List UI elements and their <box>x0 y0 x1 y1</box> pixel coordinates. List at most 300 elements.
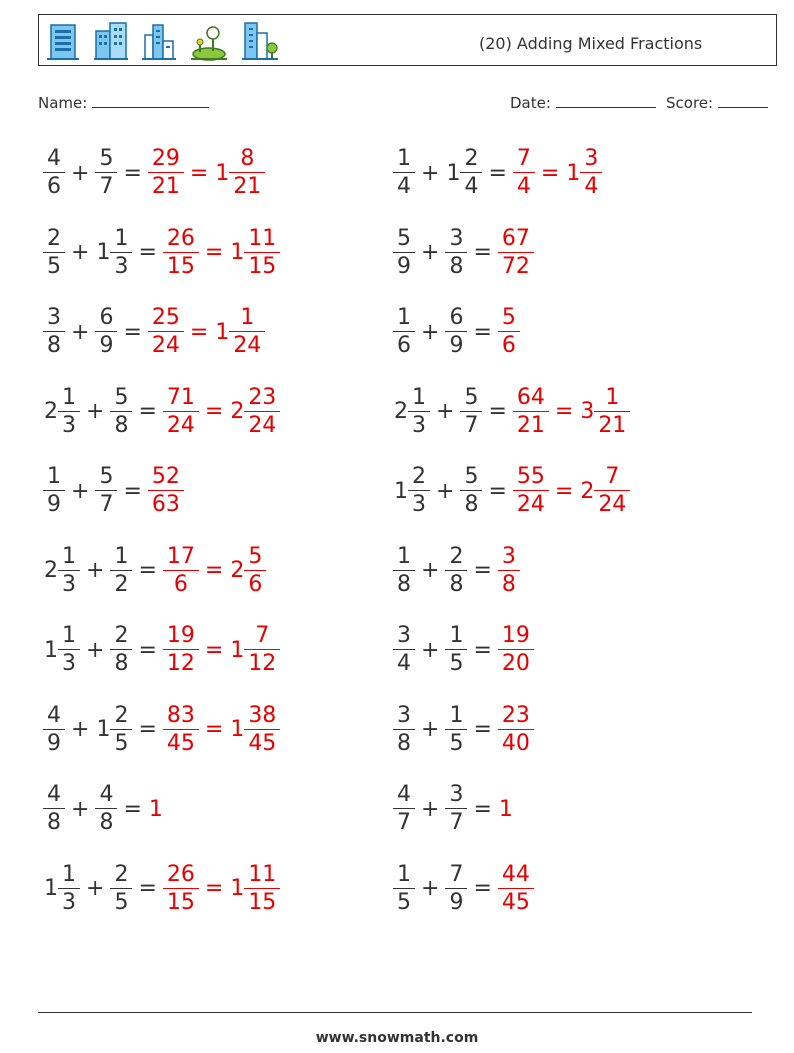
answer-numerator: 17 <box>166 543 195 569</box>
answer <box>164 384 279 438</box>
mixed-answer-denominator: 24 <box>594 490 630 516</box>
addend-a-denominator: 3 <box>58 888 80 914</box>
answer-equals-sign: = <box>204 240 224 265</box>
addend-b-denominator: 8 <box>445 252 467 278</box>
problem-item <box>44 536 265 606</box>
addend-a-denominator: 8 <box>43 808 65 834</box>
answer-numerator: 26 <box>166 861 195 887</box>
mixed-answer-fraction <box>246 625 278 675</box>
equals-sign: = <box>473 796 492 822</box>
equals-sign: = <box>488 399 507 424</box>
mixed-answer-denominator: 24 <box>229 331 265 357</box>
addend-b-fraction <box>447 307 465 357</box>
score-field[interactable] <box>666 93 768 112</box>
addend-a-numerator: 1 <box>62 623 76 648</box>
answer-denominator: 24 <box>148 331 184 357</box>
addend-b-fraction <box>97 307 115 357</box>
answer <box>499 797 513 822</box>
mixed-answer-fraction <box>246 225 278 279</box>
addend-a-denominator: 7 <box>393 808 415 834</box>
addend-b-fraction <box>447 861 465 915</box>
answer-whole: 1 <box>498 796 513 822</box>
addend-a-numerator: 1 <box>412 384 426 410</box>
equals-sign: = <box>138 399 157 424</box>
answer <box>149 148 264 198</box>
mixed-answer-whole: 1 <box>230 240 245 265</box>
plus-sign: + <box>71 796 90 822</box>
answer-denominator: 24 <box>513 490 549 516</box>
addend-a-whole: 1 <box>44 637 58 663</box>
addend-a-denominator: 3 <box>408 490 430 516</box>
problem-item <box>394 615 533 685</box>
addend-a-fraction <box>410 384 428 438</box>
problem-expression <box>44 615 279 685</box>
answer-fraction <box>500 702 532 756</box>
addend-b-numerator: 1 <box>114 543 129 569</box>
addend-b-numerator: 5 <box>99 464 114 489</box>
plus-sign: + <box>436 399 455 424</box>
answer-equals-sign: = <box>204 717 224 742</box>
addend-a-numerator: 4 <box>47 146 61 171</box>
plus-sign: + <box>86 558 105 583</box>
addend-b-whole: 1 <box>96 240 111 265</box>
addend-a-denominator: 9 <box>393 252 415 278</box>
mixed-answer-denominator: 21 <box>229 172 265 198</box>
equals-sign: = <box>473 240 492 265</box>
addend-a-fraction <box>45 148 63 198</box>
addend-b-numerator: 2 <box>114 861 129 887</box>
problem-item <box>394 774 513 844</box>
mixed-answer-whole: 2 <box>230 558 245 583</box>
answer-numerator: 67 <box>501 225 530 251</box>
addend-b-denominator: 7 <box>95 490 117 516</box>
equals-sign: = <box>473 558 492 583</box>
answer <box>499 307 519 357</box>
plus-sign: + <box>421 637 440 663</box>
equals-sign: = <box>473 637 492 663</box>
problem-expression <box>44 218 279 288</box>
mixed-answer-fraction <box>596 384 628 438</box>
answer-denominator: 24 <box>163 411 199 437</box>
addend-a-numerator: 1 <box>62 543 76 569</box>
addend-b-fraction <box>97 784 115 834</box>
problem-item <box>44 297 264 367</box>
mixed-answer-numerator: 7 <box>605 464 620 489</box>
plus-sign: + <box>86 876 105 901</box>
equals-sign: = <box>138 876 157 901</box>
problem-expression <box>44 854 279 924</box>
addend-b-numerator: 2 <box>449 543 464 569</box>
mixed-answer-numerator: 8 <box>240 146 255 171</box>
answer-numerator: 71 <box>166 384 195 410</box>
header-icons <box>45 21 279 61</box>
score-blank[interactable] <box>718 93 768 108</box>
addend-b-denominator: 8 <box>110 411 132 437</box>
addend-a-denominator: 6 <box>43 172 65 198</box>
addend-a-numerator: 4 <box>47 782 61 807</box>
problem-expression <box>394 456 629 526</box>
problem-item <box>44 774 163 844</box>
mixed-answer-fraction <box>231 148 263 198</box>
date-blank[interactable] <box>556 93 656 108</box>
plus-sign: + <box>71 160 90 186</box>
addend-a-numerator: 2 <box>47 225 61 251</box>
addend-b-whole: 1 <box>96 717 111 742</box>
addend-b-numerator: 6 <box>99 305 114 330</box>
addend-b-numerator: 7 <box>449 861 464 887</box>
problem-expression <box>44 536 265 606</box>
office-building-icon <box>45 21 81 61</box>
addend-b-denominator: 7 <box>445 808 467 834</box>
addend-b-denominator: 3 <box>110 252 132 278</box>
addend-b-numerator: 3 <box>449 782 464 807</box>
problem-item <box>44 138 264 208</box>
answer-numerator: 29 <box>151 146 180 171</box>
problem-item <box>44 695 279 765</box>
problem-expression <box>394 138 601 208</box>
addend-a-denominator: 3 <box>58 411 80 437</box>
equals-sign: = <box>123 160 142 186</box>
addend-b-denominator: 5 <box>445 649 467 675</box>
addend-b-denominator: 9 <box>445 888 467 914</box>
answer-numerator: 26 <box>166 225 195 251</box>
mixed-answer-denominator: 15 <box>244 888 280 914</box>
problem-expression <box>44 377 279 447</box>
addend-a-whole: 2 <box>394 399 408 424</box>
answer-numerator: 55 <box>516 464 545 489</box>
mixed-answer-denominator: 12 <box>244 649 280 675</box>
answer <box>149 466 183 516</box>
answer-numerator: 19 <box>166 623 195 648</box>
addend-b-denominator: 7 <box>460 411 482 437</box>
addend-b-denominator: 8 <box>445 570 467 596</box>
problem-expression <box>44 695 279 765</box>
answer-fraction <box>515 148 533 198</box>
addend-a-numerator: 1 <box>62 384 76 410</box>
plus-sign: + <box>71 478 90 504</box>
addend-a-fraction <box>60 543 78 597</box>
answer-numerator: 52 <box>151 464 180 489</box>
mixed-answer-fraction <box>596 466 628 516</box>
problem-item <box>44 615 279 685</box>
footer-divider <box>38 1012 752 1013</box>
problem-item <box>44 218 279 288</box>
problem-item <box>44 377 279 447</box>
footer-url: www.snowmath.com <box>315 1030 479 1046</box>
addend-a-numerator: 4 <box>397 782 411 807</box>
equals-sign: = <box>138 240 157 265</box>
mixed-answer-numerator: 1 <box>240 305 255 330</box>
answer-denominator: 63 <box>148 490 184 516</box>
addend-a-fraction <box>60 861 78 915</box>
mixed-answer-whole: 1 <box>566 160 581 186</box>
answer-denominator: 21 <box>148 172 184 198</box>
worksheet-title: (20) Adding Mixed Fractions <box>479 34 703 53</box>
addend-a-whole: 1 <box>394 478 408 504</box>
problem-expression <box>394 695 533 765</box>
problem-item <box>44 456 183 526</box>
addend-b-denominator: 9 <box>95 331 117 357</box>
answer-denominator: 45 <box>498 888 534 914</box>
city-skyline-icon <box>141 21 177 61</box>
addend-b-fraction <box>447 702 465 756</box>
addend-b-fraction <box>112 543 130 597</box>
answer <box>164 861 279 915</box>
mixed-answer-fraction <box>582 148 600 198</box>
addend-b-numerator: 6 <box>449 305 464 330</box>
addend-a-denominator: 5 <box>393 888 415 914</box>
addend-b-numerator: 2 <box>114 702 129 728</box>
addend-a-denominator: 4 <box>393 172 415 198</box>
date-label: Date: <box>510 94 551 112</box>
addend-b-denominator: 8 <box>110 649 132 675</box>
mixed-answer-numerator: 5 <box>248 543 263 569</box>
addend-b-numerator: 1 <box>114 225 129 251</box>
problem-item <box>44 854 279 924</box>
addend-b-denominator: 9 <box>445 331 467 357</box>
addend-b-numerator: 2 <box>114 623 129 648</box>
mixed-answer-fraction <box>231 307 263 357</box>
equals-sign: = <box>473 319 492 345</box>
addend-b-numerator: 4 <box>99 782 114 807</box>
mixed-answer-whole: 2 <box>580 478 595 504</box>
name-label: Name: <box>38 94 88 112</box>
answer <box>164 702 279 756</box>
addend-a-fraction <box>60 625 78 675</box>
addend-a-denominator: 3 <box>58 649 80 675</box>
answer-fraction <box>165 861 197 915</box>
problem-expression <box>394 615 533 685</box>
mixed-answer-numerator: 38 <box>248 702 277 728</box>
mixed-answer-numerator: 11 <box>248 861 277 887</box>
score-label: Score: <box>666 94 714 112</box>
plus-sign: + <box>71 717 90 742</box>
mixed-answer-numerator: 23 <box>248 384 277 410</box>
addend-a-numerator: 3 <box>397 623 411 648</box>
addend-b-denominator: 7 <box>95 172 117 198</box>
addend-a-fraction <box>410 466 428 516</box>
addend-a-numerator: 1 <box>47 464 61 489</box>
equals-sign: = <box>473 717 492 742</box>
addend-a-denominator: 5 <box>43 252 65 278</box>
name-blank[interactable] <box>92 93 209 108</box>
addend-b-fraction <box>97 466 115 516</box>
mixed-answer-numerator: 3 <box>584 146 599 171</box>
mixed-answer-whole: 1 <box>215 319 230 345</box>
answer-fraction <box>515 466 547 516</box>
answer <box>499 225 533 279</box>
addend-a-numerator: 1 <box>397 543 411 569</box>
answer-denominator: 6 <box>498 331 520 357</box>
plus-sign: + <box>421 796 440 822</box>
problem-expression <box>44 456 183 526</box>
addend-b-fraction <box>97 148 115 198</box>
addend-b-fraction <box>462 148 480 198</box>
answer-denominator: 20 <box>498 649 534 675</box>
problem-item <box>394 695 533 765</box>
addend-a-numerator: 1 <box>397 305 411 330</box>
answer-equals-sign: = <box>554 478 574 504</box>
name-field[interactable] <box>38 93 209 112</box>
answer-fraction <box>150 148 182 198</box>
answer-fraction <box>500 625 532 675</box>
answer <box>499 702 533 756</box>
plus-sign: + <box>71 240 90 265</box>
addend-a-denominator: 8 <box>393 729 415 755</box>
answer-equals-sign: = <box>189 319 209 345</box>
answer-fraction <box>165 225 197 279</box>
worksheet-header <box>38 14 777 66</box>
answer-equals-sign: = <box>204 876 224 901</box>
answer <box>514 466 629 516</box>
addend-a-fraction <box>395 861 413 915</box>
addend-b-numerator: 5 <box>464 464 479 489</box>
answer-fraction <box>165 384 197 438</box>
addend-b-denominator: 8 <box>460 490 482 516</box>
addend-a-fraction <box>395 225 413 279</box>
plus-sign: + <box>421 717 440 742</box>
addend-a-whole: 1 <box>44 876 58 901</box>
plus-sign: + <box>421 319 440 345</box>
plus-sign: + <box>421 876 440 901</box>
equals-sign: = <box>138 558 157 583</box>
answer <box>149 797 163 822</box>
answer-denominator: 12 <box>163 649 199 675</box>
mixed-answer-whole: 1 <box>230 637 245 663</box>
addend-b-denominator: 5 <box>110 888 132 914</box>
problem-expression <box>394 854 533 924</box>
addend-a-numerator: 3 <box>47 305 61 330</box>
equals-sign: = <box>488 478 507 504</box>
answer-denominator: 6 <box>163 570 199 596</box>
addend-a-numerator: 3 <box>397 702 411 728</box>
addend-a-fraction <box>395 625 413 675</box>
addend-b-fraction <box>447 225 465 279</box>
addend-a-numerator: 5 <box>397 225 411 251</box>
answer-denominator: 15 <box>163 252 199 278</box>
problem-item <box>394 536 519 606</box>
addend-a-denominator: 8 <box>393 570 415 596</box>
addend-a-denominator: 4 <box>393 649 415 675</box>
problem-item <box>394 138 601 208</box>
addend-a-fraction <box>45 466 63 516</box>
mixed-answer-whole: 1 <box>230 876 245 901</box>
addend-a-fraction <box>395 784 413 834</box>
answer <box>514 384 629 438</box>
addend-a-fraction <box>45 307 63 357</box>
answer-denominator: 15 <box>163 888 199 914</box>
addend-a-denominator: 6 <box>393 331 415 357</box>
answer-equals-sign: = <box>540 160 560 186</box>
mixed-answer-whole: 2 <box>230 399 245 424</box>
equals-sign: = <box>123 478 142 504</box>
answer-numerator: 7 <box>516 146 531 171</box>
answer <box>164 225 279 279</box>
answer-numerator: 25 <box>151 305 180 330</box>
equals-sign: = <box>473 876 492 901</box>
plus-sign: + <box>421 160 440 186</box>
answer-fraction <box>150 466 182 516</box>
mixed-answer-denominator: 24 <box>244 411 280 437</box>
answer <box>514 148 601 198</box>
addend-b-whole: 1 <box>446 160 461 186</box>
answer-equals-sign: = <box>554 399 574 424</box>
problem-expression <box>44 297 264 367</box>
addend-b-numerator: 3 <box>449 225 464 251</box>
mixed-answer-whole: 1 <box>215 160 230 186</box>
answer-numerator: 19 <box>501 623 530 648</box>
answer-equals-sign: = <box>204 558 224 583</box>
addend-a-denominator: 8 <box>43 331 65 357</box>
mixed-answer-denominator: 6 <box>244 570 266 596</box>
addend-a-fraction <box>395 148 413 198</box>
plus-sign: + <box>86 637 105 663</box>
addend-b-fraction <box>112 225 130 279</box>
problem-item <box>394 297 519 367</box>
addend-b-fraction <box>447 784 465 834</box>
addend-b-fraction <box>447 543 465 597</box>
addend-b-fraction <box>112 861 130 915</box>
problem-item <box>394 377 629 447</box>
addend-b-numerator: 5 <box>99 146 114 171</box>
mixed-answer-whole: 1 <box>230 717 245 742</box>
answer-denominator: 40 <box>498 729 534 755</box>
addend-b-numerator: 5 <box>464 384 479 410</box>
mixed-answer-fraction <box>246 543 264 597</box>
mixed-answer-denominator: 21 <box>594 411 630 437</box>
answer-numerator: 44 <box>501 861 530 887</box>
answer-denominator: 4 <box>513 172 535 198</box>
addend-a-numerator: 1 <box>397 146 411 171</box>
addend-a-denominator: 3 <box>58 570 80 596</box>
addend-b-numerator: 5 <box>114 384 129 410</box>
answer-fraction <box>500 543 518 597</box>
date-field[interactable] <box>510 93 656 112</box>
answer-denominator: 8 <box>498 570 520 596</box>
mixed-answer-fraction <box>246 384 278 438</box>
answer-fraction <box>500 307 518 357</box>
mixed-answer-numerator: 1 <box>605 384 620 410</box>
addend-a-numerator: 1 <box>62 861 76 887</box>
addend-a-fraction <box>395 702 413 756</box>
answer <box>164 543 265 597</box>
answer <box>499 543 519 597</box>
addend-b-numerator: 2 <box>464 146 479 171</box>
addend-a-denominator: 3 <box>408 411 430 437</box>
mixed-answer-denominator: 45 <box>244 729 280 755</box>
plus-sign: + <box>436 478 455 504</box>
addend-a-numerator: 4 <box>47 702 61 728</box>
addend-a-fraction <box>45 702 63 756</box>
equals-sign: = <box>123 796 142 822</box>
plus-sign: + <box>71 319 90 345</box>
problem-expression <box>44 774 163 844</box>
addend-b-fraction <box>462 384 480 438</box>
problem-expression <box>394 774 513 844</box>
answer-fraction <box>500 225 532 279</box>
mixed-answer-denominator: 4 <box>580 172 602 198</box>
addend-a-whole: 2 <box>44 558 58 583</box>
plus-sign: + <box>421 558 440 583</box>
answer-equals-sign: = <box>204 399 224 424</box>
problem-expression <box>44 138 264 208</box>
addend-b-denominator: 5 <box>445 729 467 755</box>
park-tree-icon <box>189 21 229 61</box>
answer-fraction <box>500 861 532 915</box>
plus-sign: + <box>86 399 105 424</box>
addend-b-fraction <box>112 384 130 438</box>
addend-b-fraction <box>462 466 480 516</box>
